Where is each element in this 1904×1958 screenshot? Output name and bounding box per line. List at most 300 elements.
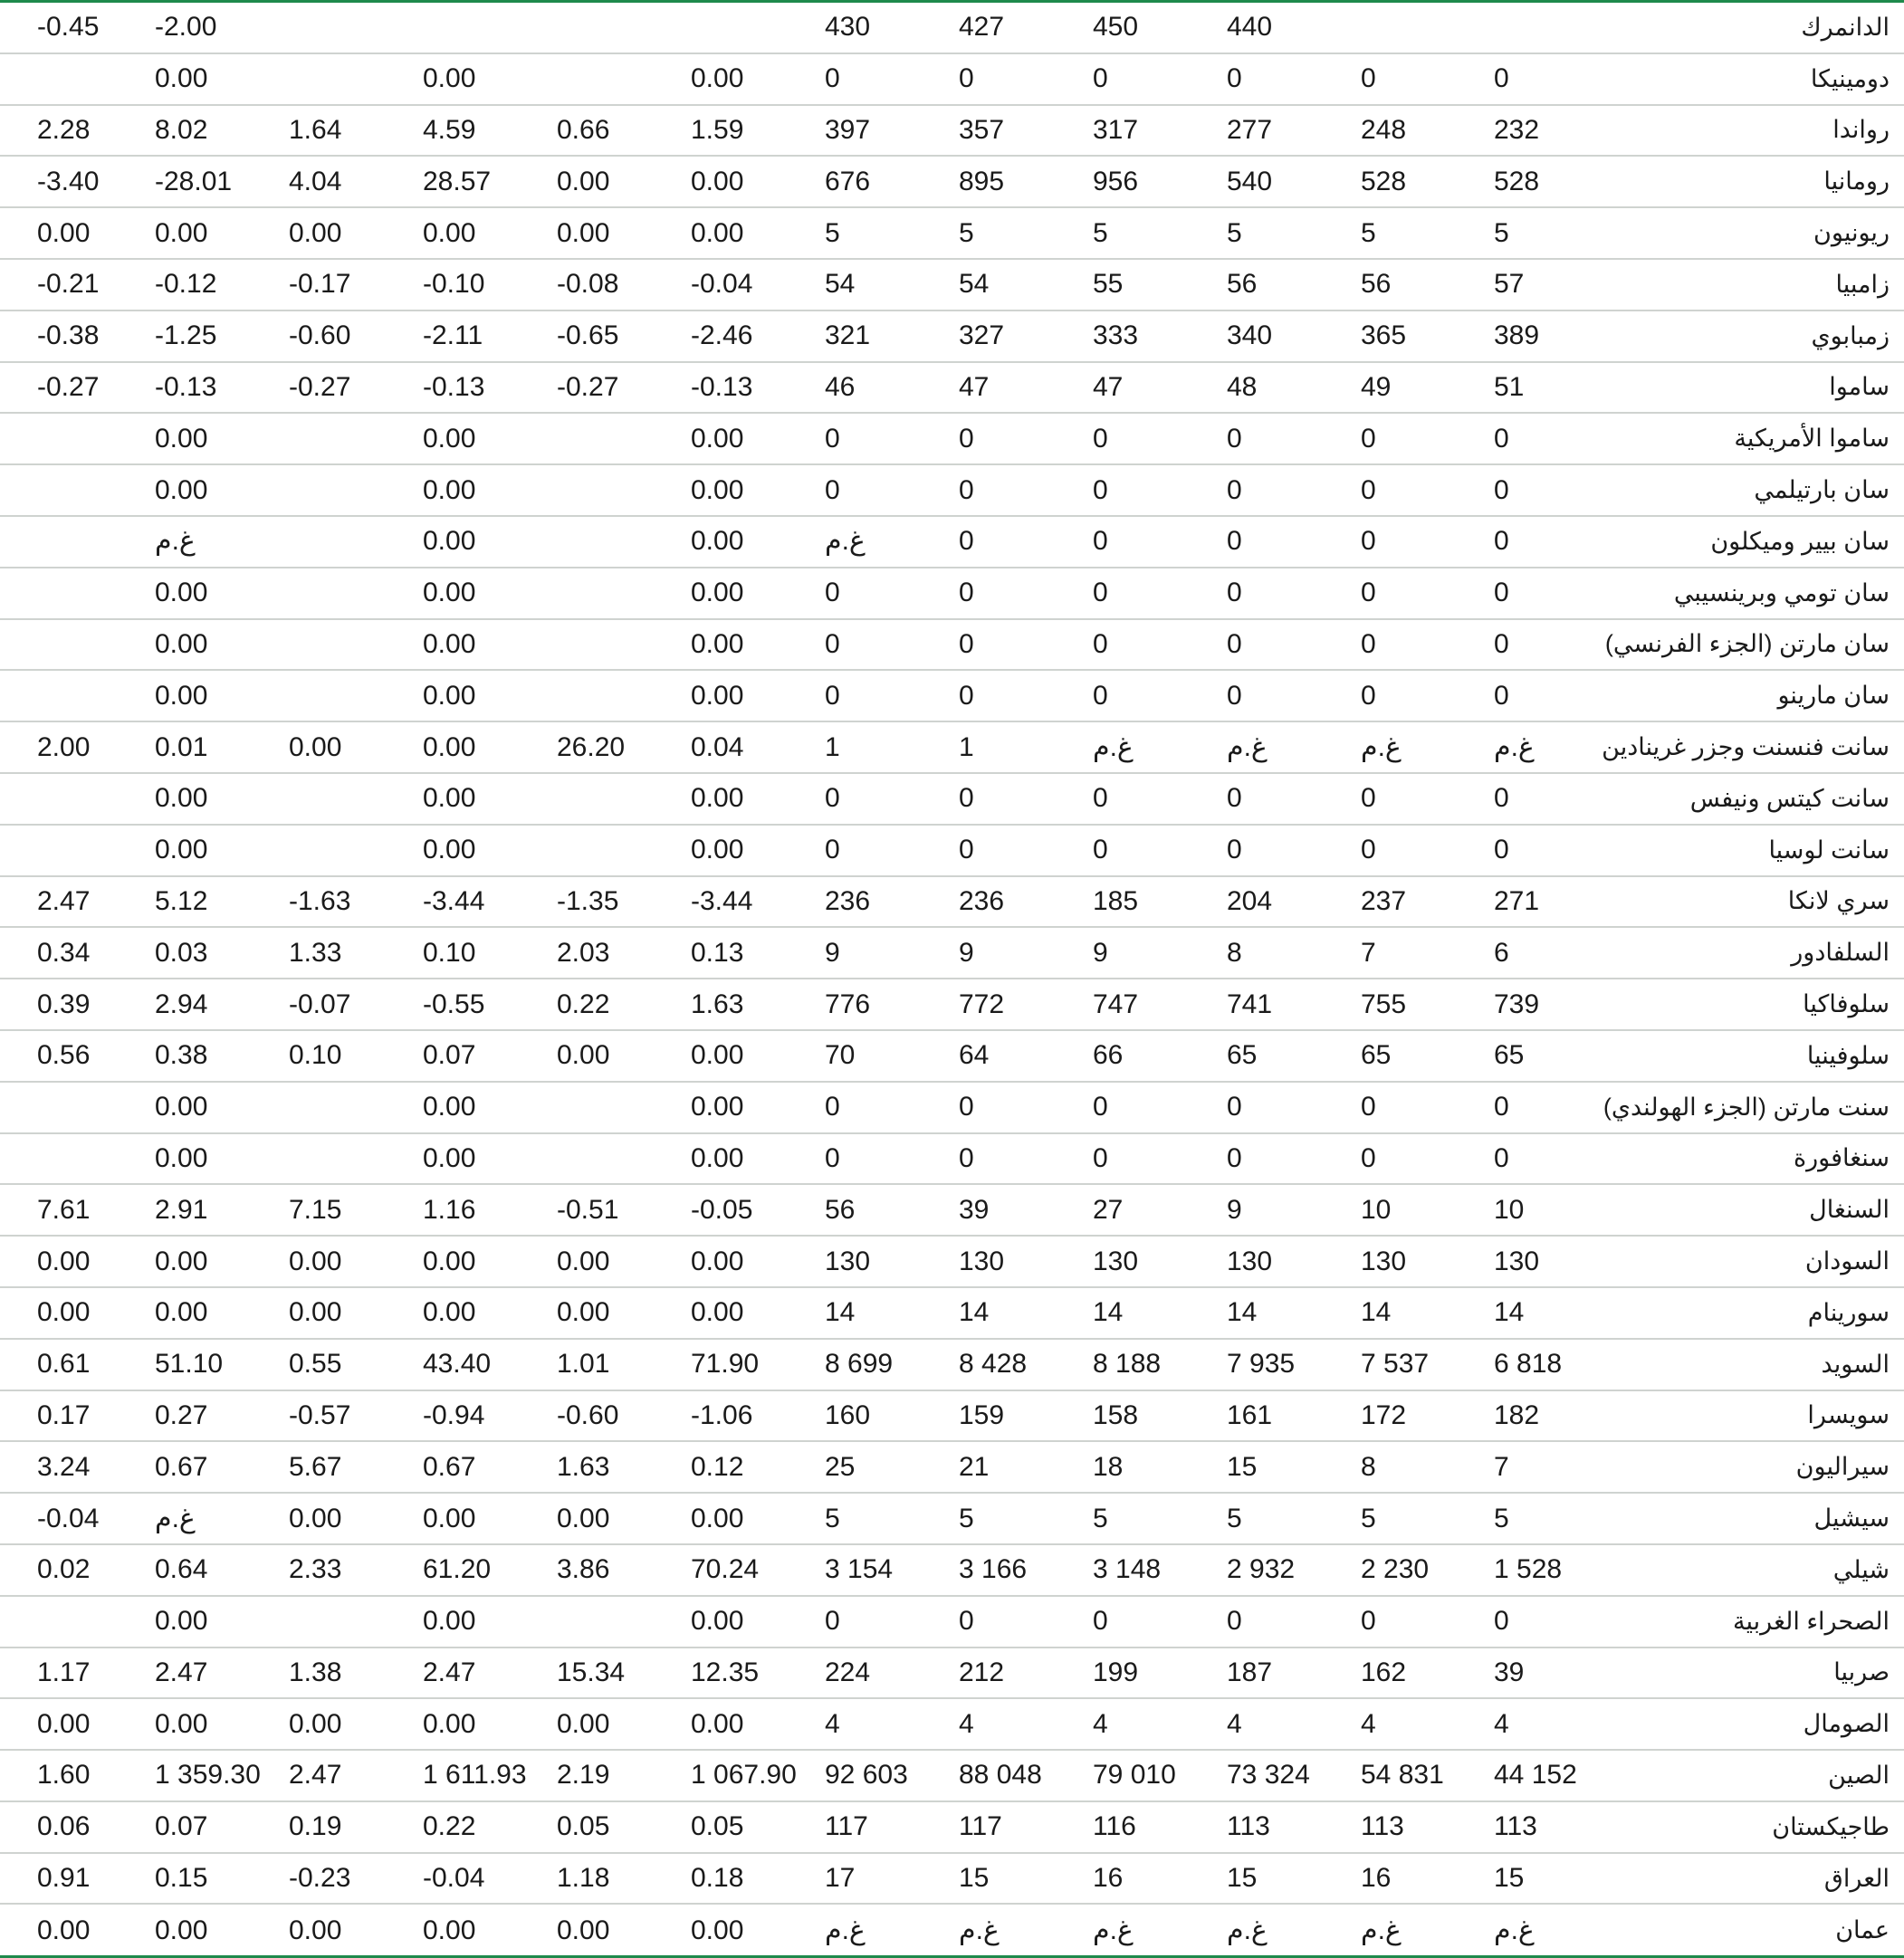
table-cell: 187: [1227, 1657, 1273, 1687]
country-name: سان بيير وميكلون: [1710, 527, 1890, 555]
table-row: [0, 928, 1904, 979]
table-cell: 0.00: [155, 1708, 208, 1739]
table-cell: 0.19: [289, 1811, 342, 1842]
table-cell: 0.56: [37, 1040, 91, 1071]
table-cell: 15: [959, 1863, 990, 1894]
table-cell: 70.24: [691, 1554, 760, 1585]
country-name: سيراليون: [1795, 1453, 1890, 1481]
table-cell: 2.47: [289, 1760, 342, 1791]
table-cell: غ.م: [1494, 731, 1535, 762]
country-name: سنت مارتن (الجزء الهولندي): [1603, 1093, 1890, 1121]
table-cell: 0: [1093, 474, 1108, 505]
table-cell: 1.63: [691, 989, 744, 1019]
table-cell: 27: [1093, 1194, 1124, 1225]
table-cell: 895: [959, 166, 1005, 196]
table-row: [0, 1340, 1904, 1391]
table-cell: 15: [1227, 1863, 1258, 1894]
table-cell: 14: [1093, 1297, 1124, 1328]
table-cell: 12.35: [691, 1657, 760, 1687]
country-name: رواندا: [1832, 116, 1890, 144]
table-cell: 0.00: [557, 1246, 610, 1276]
table-cell: 0.00: [557, 1503, 610, 1533]
table-cell: 0.67: [423, 1451, 476, 1482]
table-cell: 333: [1093, 320, 1139, 351]
table-cell: 0.91: [37, 1863, 91, 1894]
table-cell: 130: [1227, 1246, 1273, 1276]
table-row: [0, 1854, 1904, 1905]
table-cell: 64: [959, 1040, 990, 1071]
table-cell: 0: [1227, 783, 1242, 814]
table-cell: -0.65: [557, 320, 619, 351]
table-cell: 79 010: [1093, 1760, 1176, 1791]
table-cell: 0.00: [691, 1246, 744, 1276]
table-row: [0, 157, 1904, 208]
table-row: [0, 1134, 1904, 1186]
country-name: رومانيا: [1823, 167, 1890, 196]
table-cell: 0.00: [691, 835, 744, 865]
table-cell: 130: [1093, 1246, 1139, 1276]
table-cell: 0.15: [155, 1863, 208, 1894]
table-cell: 1 611.93: [423, 1760, 527, 1791]
table-cell: 397: [825, 114, 871, 145]
table-cell: -0.57: [289, 1399, 351, 1430]
table-cell: 2 230: [1361, 1554, 1430, 1585]
table-cell: 747: [1093, 989, 1139, 1019]
table-cell: 0.13: [691, 937, 744, 968]
table-cell: 56: [1227, 269, 1258, 300]
table-cell: 0: [959, 1142, 974, 1173]
table-cell: 0.27: [155, 1399, 208, 1430]
table-cell: 56: [825, 1194, 856, 1225]
table-cell: 10: [1494, 1194, 1525, 1225]
table-cell: 0: [1361, 1606, 1376, 1637]
table-cell: 3.24: [37, 1451, 91, 1482]
table-cell: 0: [1361, 835, 1376, 865]
table-cell: 0: [959, 1606, 974, 1637]
table-row: [0, 1442, 1904, 1494]
table-cell: 43.40: [423, 1349, 492, 1380]
table-cell: 0: [1093, 578, 1108, 608]
table-row: [0, 3, 1904, 54]
table-cell: 0.05: [557, 1811, 610, 1842]
table-cell: 321: [825, 320, 871, 351]
table-cell: -1.63: [289, 885, 351, 916]
table-cell: 4: [959, 1708, 974, 1739]
table-cell: 0.00: [155, 423, 208, 454]
country-name: العراق: [1823, 1864, 1890, 1892]
country-name: سان مارينو: [1777, 682, 1890, 710]
table-cell: 2.47: [423, 1657, 476, 1687]
table-cell: 162: [1361, 1657, 1407, 1687]
table-cell: 0.00: [423, 1503, 476, 1533]
table-cell: 14: [825, 1297, 856, 1328]
table-cell: 317: [1093, 114, 1139, 145]
table-cell: 0: [825, 63, 840, 94]
table-cell: 54: [825, 269, 856, 300]
table-cell: غ.م: [1093, 1915, 1134, 1945]
table-cell: 0.10: [423, 937, 476, 968]
table-cell: 0.00: [691, 1297, 744, 1328]
table-cell: 14: [1361, 1297, 1392, 1328]
table-cell: 5: [825, 217, 840, 248]
table-cell: 0.00: [423, 1708, 476, 1739]
country-name: سورينام: [1807, 1298, 1890, 1326]
table-cell: 15: [1494, 1863, 1525, 1894]
table-cell: 0.00: [155, 578, 208, 608]
table-cell: 772: [959, 989, 1005, 1019]
table-cell: -2.46: [691, 320, 753, 351]
table-cell: 1 067.90: [691, 1760, 797, 1791]
table-cell: 130: [1494, 1246, 1540, 1276]
table-row: [0, 620, 1904, 672]
table-cell: 0.00: [289, 217, 342, 248]
table-cell: 430: [825, 12, 871, 43]
table-cell: 3 154: [825, 1554, 894, 1585]
table-cell: 9: [1227, 1194, 1242, 1225]
table-cell: 0.34: [37, 937, 91, 968]
table-cell: 776: [825, 989, 871, 1019]
table-cell: 0: [1227, 680, 1242, 711]
table-cell: 236: [825, 885, 871, 916]
table-cell: 755: [1361, 989, 1407, 1019]
table-cell: 0: [959, 835, 974, 865]
table-cell: 0.00: [691, 217, 744, 248]
table-cell: 0: [1361, 1092, 1376, 1122]
table-cell: -2.11: [423, 320, 483, 351]
country-name: سانت لوسيا: [1768, 836, 1890, 864]
table-cell: 0: [825, 783, 840, 814]
table-cell: 88 048: [959, 1760, 1042, 1791]
table-cell: 0.00: [423, 731, 476, 762]
table-cell: 0.00: [155, 474, 208, 505]
table-cell: 1.59: [691, 114, 744, 145]
table-cell: 0: [1494, 63, 1509, 94]
table-cell: 0: [959, 423, 974, 454]
table-cell: 271: [1494, 885, 1540, 916]
country-name: سنغافورة: [1793, 1144, 1890, 1172]
table-cell: 0.00: [691, 474, 744, 505]
table-row: [0, 1751, 1904, 1802]
table-cell: 232: [1494, 114, 1540, 145]
table-cell: -0.07: [289, 989, 351, 1019]
table-cell: 51.10: [155, 1349, 224, 1380]
table-cell: 450: [1093, 12, 1139, 43]
table-row: [0, 1905, 1904, 1956]
table-cell: -0.21: [37, 269, 100, 300]
table-cell: 0.00: [155, 1297, 208, 1328]
table-cell: 56: [1361, 269, 1392, 300]
table-cell: 66: [1093, 1040, 1124, 1071]
table-cell: 0: [1093, 63, 1108, 94]
table-row: [0, 1391, 1904, 1443]
table-cell: 1 528: [1494, 1554, 1563, 1585]
table-cell: 15.34: [557, 1657, 626, 1687]
table-cell: 25: [825, 1451, 856, 1482]
table-cell: 0.38: [155, 1040, 208, 1071]
table-cell: 0.00: [691, 680, 744, 711]
table-cell: غ.م: [1227, 1915, 1268, 1945]
table-cell: 0.17: [37, 1399, 91, 1430]
table-cell: 7 537: [1361, 1349, 1430, 1380]
table-row: [0, 722, 1904, 774]
table-cell: 1.60: [37, 1760, 91, 1791]
table-cell: 1: [825, 731, 840, 762]
table-cell: 51: [1494, 371, 1525, 402]
table-row: [0, 1031, 1904, 1083]
table-cell: 0: [1227, 1142, 1242, 1173]
table-cell: 0: [825, 628, 840, 659]
table-cell: 0.00: [423, 680, 476, 711]
table-cell: 0.00: [691, 423, 744, 454]
table-cell: 0: [1494, 1606, 1509, 1637]
table-cell: 14: [1494, 1297, 1525, 1328]
table-row: [0, 311, 1904, 363]
table-cell: 8 699: [825, 1349, 894, 1380]
table-cell: 14: [959, 1297, 990, 1328]
table-row: [0, 1802, 1904, 1854]
table-cell: 0.00: [155, 1606, 208, 1637]
table-cell: 8: [1361, 1451, 1376, 1482]
table-cell: -1.06: [691, 1399, 753, 1430]
table-cell: 0.00: [691, 1915, 744, 1945]
table-row: [0, 1185, 1904, 1237]
table-cell: 182: [1494, 1399, 1540, 1430]
table-cell: 0.00: [289, 1915, 342, 1945]
table-cell: 2.03: [557, 937, 610, 968]
table-cell: غ.م: [959, 1915, 1000, 1945]
table-cell: 70: [825, 1040, 856, 1071]
table-cell: 0: [825, 680, 840, 711]
table-cell: 0: [1227, 63, 1242, 94]
table-cell: 2.47: [37, 885, 91, 916]
table-cell: 0.00: [289, 1297, 342, 1328]
table-cell: 0.00: [423, 526, 476, 557]
table-cell: 0: [1361, 63, 1376, 94]
table-cell: 0: [1093, 526, 1108, 557]
table-cell: 161: [1227, 1399, 1273, 1430]
table-cell: 2.94: [155, 989, 208, 1019]
table-cell: 199: [1093, 1657, 1139, 1687]
table-cell: 57: [1494, 269, 1525, 300]
table-cell: 0.00: [557, 217, 610, 248]
table-cell: 26.20: [557, 731, 626, 762]
table-cell: 113: [1494, 1811, 1537, 1842]
table-cell: 92 603: [825, 1760, 908, 1791]
table-cell: 0.00: [155, 1142, 208, 1173]
table-cell: 0.05: [691, 1811, 744, 1842]
table-cell: 0: [959, 474, 974, 505]
table-cell: 0: [1494, 526, 1509, 557]
table-cell: 365: [1361, 320, 1407, 351]
table-cell: 172: [1361, 1399, 1407, 1430]
table-cell: -28.01: [155, 166, 233, 196]
table-cell: 0.00: [423, 783, 476, 814]
table-cell: -0.13: [691, 371, 753, 402]
table-cell: 0: [1361, 783, 1376, 814]
table-row: [0, 877, 1904, 929]
country-name: ساموا الأمريكية: [1734, 425, 1890, 453]
table-cell: 0.39: [37, 989, 91, 1019]
table-cell: -0.27: [557, 371, 619, 402]
table-cell: 158: [1093, 1399, 1139, 1430]
table-cell: 0.00: [155, 835, 208, 865]
table-cell: 39: [959, 1194, 990, 1225]
table-cell: 2.91: [155, 1194, 208, 1225]
table-cell: 0.00: [691, 1503, 744, 1533]
table-cell: 0.00: [155, 63, 208, 94]
country-name: سويسرا: [1807, 1401, 1890, 1429]
table-cell: 0: [1494, 628, 1509, 659]
table-cell: -0.27: [289, 371, 351, 402]
table-cell: 0: [1494, 1092, 1509, 1122]
table-cell: 0.00: [691, 166, 744, 196]
table-cell: 113: [1227, 1811, 1270, 1842]
table-cell: 0.00: [155, 1092, 208, 1122]
table-row: [0, 414, 1904, 465]
table-cell: 47: [1093, 371, 1124, 402]
table-cell: 0: [1361, 423, 1376, 454]
table-cell: 0: [1093, 423, 1108, 454]
table-cell: 0.00: [423, 1297, 476, 1328]
country-name: صربيا: [1833, 1658, 1890, 1686]
table-cell: -0.51: [557, 1194, 619, 1225]
table-cell: 528: [1361, 166, 1407, 196]
table-cell: 5: [1227, 1503, 1242, 1533]
table-cell: 55: [1093, 269, 1124, 300]
table-cell: 0.04: [691, 731, 744, 762]
table-cell: 0.00: [423, 1246, 476, 1276]
table-cell: 0.00: [37, 1297, 91, 1328]
table-cell: غ.م: [155, 526, 196, 557]
table-cell: 54: [959, 269, 990, 300]
table-cell: -0.04: [691, 269, 753, 300]
table-row: [0, 774, 1904, 826]
table-row: [0, 1494, 1904, 1545]
table-cell: 2.33: [289, 1554, 342, 1585]
table-cell: 159: [959, 1399, 1005, 1430]
table-cell: 16: [1361, 1863, 1392, 1894]
table-cell: 0: [1494, 680, 1509, 711]
country-name: دومينيكا: [1810, 64, 1890, 92]
table-cell: 4: [1093, 1708, 1108, 1739]
table-cell: -0.10: [423, 269, 485, 300]
table-cell: 2.00: [37, 731, 91, 762]
table-cell: 212: [959, 1657, 1005, 1687]
table-cell: -1.25: [155, 320, 217, 351]
table-cell: 1.16: [423, 1194, 476, 1225]
table-cell: 49: [1361, 371, 1392, 402]
country-name: سيشيل: [1813, 1504, 1890, 1532]
table-row: [0, 1545, 1904, 1597]
table-cell: 0.00: [691, 1708, 744, 1739]
table-cell: 8 188: [1093, 1349, 1162, 1380]
table-cell: 277: [1227, 114, 1273, 145]
table-cell: 0: [825, 1606, 840, 1637]
table-cell: 0.00: [37, 1708, 91, 1739]
table-cell: 9: [825, 937, 840, 968]
country-name: سانت كيتس ونيفس: [1689, 784, 1890, 812]
table-cell: 236: [959, 885, 1005, 916]
table-cell: 0.00: [423, 1606, 476, 1637]
table-row: [0, 1288, 1904, 1340]
table-cell: 130: [1361, 1246, 1407, 1276]
country-name: الصين: [1828, 1761, 1890, 1789]
table-cell: 5.12: [155, 885, 208, 916]
table-cell: -0.04: [423, 1863, 485, 1894]
table-cell: 0: [1227, 1092, 1242, 1122]
table-cell: 248: [1361, 114, 1407, 145]
table-cell: 4: [1361, 1708, 1376, 1739]
table-cell: 0: [1361, 578, 1376, 608]
table-cell: 0: [1227, 474, 1242, 505]
table-cell: 0.00: [557, 1040, 610, 1071]
table-cell: 160: [825, 1399, 871, 1430]
table-row: [0, 363, 1904, 415]
country-name: سلوفاكيا: [1803, 990, 1890, 1018]
table-cell: 185: [1093, 885, 1139, 916]
table-cell: 0: [1227, 1606, 1242, 1637]
table-cell: 676: [825, 166, 871, 196]
table-cell: 47: [959, 371, 990, 402]
table-row: [0, 517, 1904, 568]
table-cell: 340: [1227, 320, 1273, 351]
table-cell: 0.00: [423, 1915, 476, 1945]
table-row: [0, 1237, 1904, 1288]
table-cell: 116: [1093, 1811, 1136, 1842]
country-name: سانت فنسنت وجزر غرينادين: [1602, 733, 1890, 761]
table-row: [0, 979, 1904, 1031]
table-cell: 5: [1361, 1503, 1376, 1533]
table-cell: 5.67: [289, 1451, 342, 1482]
country-name: الصحراء الغربية: [1733, 1607, 1890, 1635]
table-cell: 224: [825, 1657, 871, 1687]
table-cell: 5: [959, 1503, 974, 1533]
table-cell: 0.00: [557, 166, 610, 196]
table-row: [0, 1699, 1904, 1751]
table-row: [0, 1083, 1904, 1134]
table-cell: 0.00: [423, 835, 476, 865]
table-cell: 0: [959, 578, 974, 608]
table-cell: 0: [1093, 1092, 1108, 1122]
table-cell: 0: [1494, 474, 1509, 505]
table-cell: 46: [825, 371, 856, 402]
table-cell: 28.57: [423, 166, 492, 196]
table-cell: 4: [1227, 1708, 1242, 1739]
table-cell: -0.23: [289, 1863, 351, 1894]
country-name: زمبابوي: [1811, 321, 1890, 349]
table-cell: 5: [1494, 217, 1509, 248]
table-cell: 0: [825, 1142, 840, 1173]
table-cell: 0: [1494, 578, 1509, 608]
table-cell: 0: [1361, 526, 1376, 557]
table-cell: 327: [959, 320, 1005, 351]
table-cell: 1.17: [37, 1657, 91, 1687]
table-cell: 0: [825, 423, 840, 454]
country-name: طاجيكستان: [1772, 1812, 1890, 1840]
table-cell: غ.م: [825, 526, 866, 557]
table-row: [0, 465, 1904, 517]
table-cell: 7.15: [289, 1194, 342, 1225]
table-cell: 7 935: [1227, 1349, 1296, 1380]
table-cell: -0.94: [423, 1399, 485, 1430]
table-cell: 5: [1494, 1503, 1509, 1533]
table-cell: 0: [1093, 1606, 1108, 1637]
table-cell: -3.40: [37, 166, 100, 196]
table-cell: 427: [959, 12, 1005, 43]
table-cell: 117: [959, 1811, 1002, 1842]
table-cell: 15: [1227, 1451, 1258, 1482]
table-cell: 0.00: [423, 63, 476, 94]
